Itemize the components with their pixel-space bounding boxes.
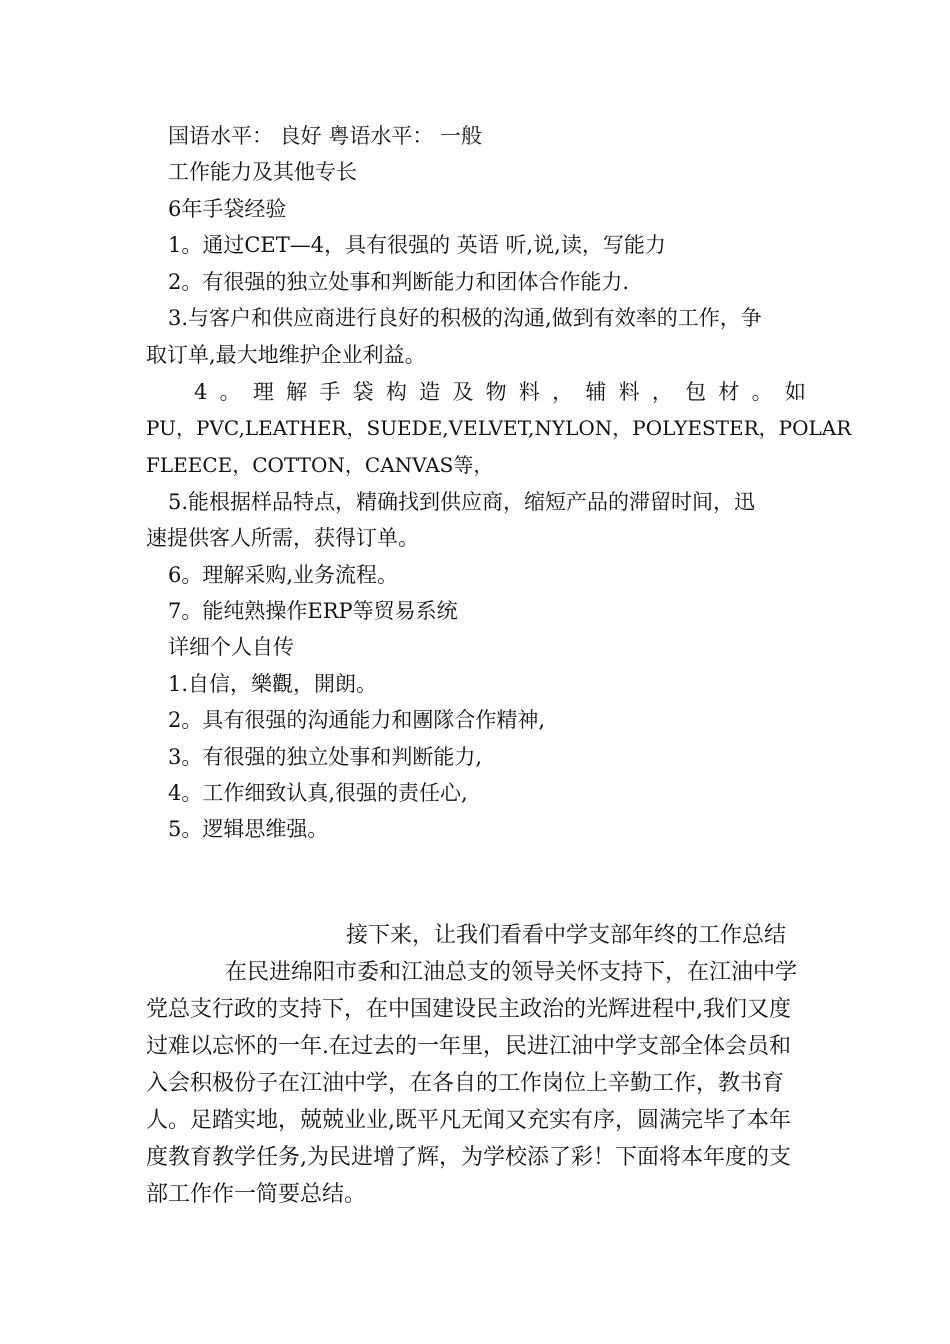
summary-paragraph-line: 在民进绵阳市委和江油总支的领导关怀支持下，在江油中学 (225, 960, 798, 985)
text-run: ， (651, 380, 673, 404)
text-run: 料 (618, 380, 640, 404)
summary-paragraph-line: 度教育教学任务,为民进增了辉，为学校添了彩！下面将本年度的支 (146, 1145, 791, 1170)
text-run: 。 (219, 380, 241, 404)
text-run: 及 (452, 380, 474, 404)
summary-title: 接下来，让我们看看中学支部年终的工作总结 (346, 923, 787, 948)
skill-item: 6。理解采购,业务流程。 (168, 563, 399, 587)
bio-item: 1.自信，樂觀，開朗。 (168, 672, 378, 696)
text-run: SUEDE,VELVET,NYLON (366, 416, 613, 440)
text-run: 物 (485, 380, 507, 404)
text-run: 料 (518, 380, 540, 404)
text-run: ， (346, 416, 367, 440)
text-run: POLYESTER (632, 416, 759, 440)
experience-line: 6年手袋经验 (168, 197, 287, 221)
text-run: 理 (252, 380, 274, 404)
skill-item: 7。能纯熟操作ERP等贸易系统 (168, 599, 458, 623)
bio-heading: 详细个人自传 (168, 635, 294, 659)
text-run: 袋 (352, 380, 374, 404)
text-run: 构 (385, 380, 407, 404)
summary-paragraph-line: 入会积极份子在江油中学，在各自的工作岗位上辛勤工作，教书育 (146, 1071, 785, 1096)
bio-item: 3。有很强的独立处事和判断能力, (168, 745, 483, 769)
summary-paragraph-line: 部工作作一简要总结。 (146, 1182, 367, 1207)
skill-item-continued: 取订单,最大地维护企业利益。 (146, 343, 426, 367)
bio-item: 4。工作细致认真,很强的责任心, (168, 781, 468, 805)
text-run: 包 (685, 380, 707, 404)
text-run: 如 (784, 380, 806, 404)
skill-item: 5.能根据样品特点，精确找到供应商，缩短产品的滞留时间，迅 (168, 490, 756, 514)
skill-item: 3.与客户和供应商进行良好的积极的沟通,做到有效率的工作，争 (168, 306, 762, 330)
text-run: POLAR (778, 416, 852, 440)
bio-item: 2。具有很强的沟通能力和團隊合作精神, (168, 708, 546, 732)
text-run: 手 (319, 380, 341, 404)
text-run: PU (146, 416, 176, 440)
text-run: 造 (419, 380, 441, 404)
summary-paragraph-line: 过难以忘怀的一年.在过去的一年里，民进江油中学支部全体会员和 (146, 1034, 791, 1059)
skill-item-4-line3: FLEECE，COTTON，CANVAS等， (146, 453, 494, 477)
text-run: PVC,LEATHER (195, 416, 347, 440)
text-run: 解 (286, 380, 308, 404)
summary-paragraph-line: 人。足踏实地，兢兢业业,既平凡无闻又充实有序，圆满完毕了本年 (146, 1108, 791, 1133)
summary-paragraph-line: 党总支行政的支持下，在中国建设民主政治的光辉进程中,我们又度 (146, 997, 791, 1022)
bio-item: 5。逻辑思维强。 (168, 817, 329, 841)
text-run: 辅 (585, 380, 607, 404)
text-run: ， (612, 416, 633, 440)
skill-item-4-line2 (146, 414, 852, 442)
text-run: ， (175, 416, 196, 440)
skill-item-4-line1 (194, 378, 806, 406)
text-run: ， (758, 416, 779, 440)
skill-item-continued: 速提供客人所需，获得订单。 (146, 526, 419, 550)
language-line: 国语水平： 良好 粤语水平： 一般 (168, 124, 483, 148)
text-run: 。 (751, 380, 773, 404)
text-run: 材 (718, 380, 740, 404)
skills-heading: 工作能力及其他专长 (168, 160, 357, 184)
text-run: ， (552, 380, 574, 404)
skill-item: 2。有很强的独立处事和判断能力和团体合作能力. (168, 270, 630, 294)
skill-item: 1。通过CET—4，具有很强的 英语 听,说,读，写能力 (168, 233, 666, 257)
text-run: 4 (194, 380, 208, 404)
